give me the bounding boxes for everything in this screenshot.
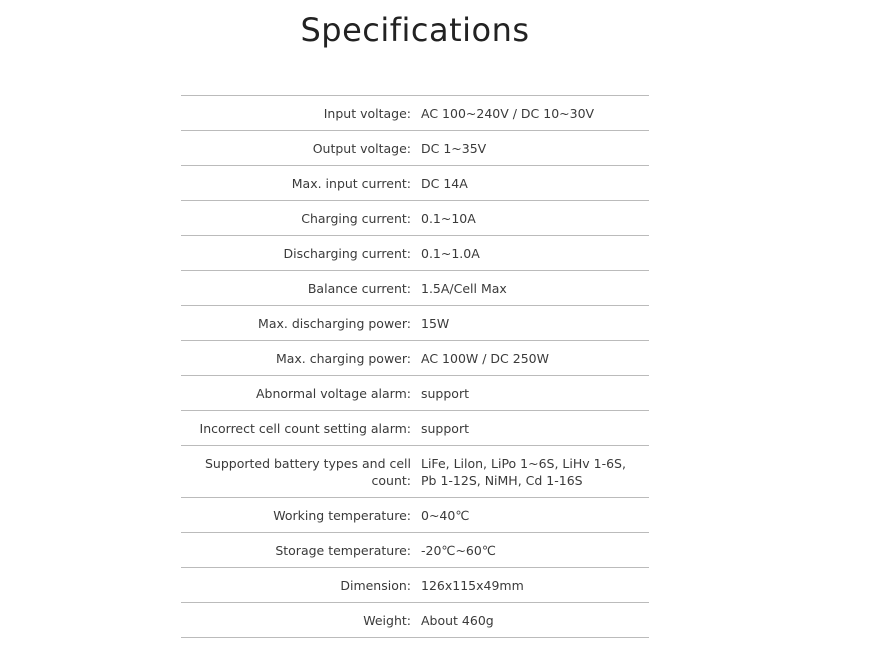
spec-label: Discharging current: — [181, 236, 421, 271]
spec-label: Balance current: — [181, 271, 421, 306]
spec-label: Max. charging power: — [181, 341, 421, 376]
spec-label: Working temperature: — [181, 498, 421, 533]
table-row — [181, 201, 649, 236]
spec-label: Max. discharging power: — [181, 306, 421, 341]
spec-value: -20℃~60℃ — [421, 533, 649, 568]
table-row — [181, 568, 649, 603]
spec-value: 1.5A/Cell Max — [421, 271, 649, 306]
spec-label: Dimension: — [181, 568, 421, 603]
spec-label: Storage temperature: — [181, 533, 421, 568]
spec-label: Supported battery types and cell count: — [181, 446, 421, 498]
spec-value: 0.1~10A — [421, 201, 649, 236]
spec-value: LiFe, Lilon, LiPo 1~6S, LiHv 1-6S, Pb 1-12S, NiMH, Cd 1-16S — [421, 446, 649, 498]
spec-value: About 460g — [421, 603, 649, 638]
table-row — [181, 498, 649, 533]
table-row — [181, 376, 649, 411]
table-row — [181, 411, 649, 446]
spec-value: support — [421, 376, 649, 411]
spec-label: Weight: — [181, 603, 421, 638]
page-title: Specifications — [300, 11, 530, 49]
spec-value: DC 14A — [421, 166, 649, 201]
spec-label: Input voltage: — [181, 96, 421, 131]
spec-label: Incorrect cell count setting alarm: — [181, 411, 421, 446]
spec-label: Charging current: — [181, 201, 421, 236]
spec-label: Output voltage: — [181, 131, 421, 166]
table-row — [181, 533, 649, 568]
spec-value: 15W — [421, 306, 649, 341]
spec-value: support — [421, 411, 649, 446]
table-row — [181, 96, 649, 131]
spec-label: Max. input current: — [181, 166, 421, 201]
table-row — [181, 306, 649, 341]
spec-value: 126x115x49mm — [421, 568, 649, 603]
table-row — [181, 271, 649, 306]
spec-label: Abnormal voltage alarm: — [181, 376, 421, 411]
spec-value: AC 100~240V / DC 10~30V — [421, 96, 649, 131]
table-row — [181, 341, 649, 376]
table-row — [181, 236, 649, 271]
spec-value: AC 100W / DC 250W — [421, 341, 649, 376]
spec-value: 0~40℃ — [421, 498, 649, 533]
spec-value: 0.1~1.0A — [421, 236, 649, 271]
table-row — [181, 131, 649, 166]
table-row — [181, 446, 649, 498]
table-row — [181, 166, 649, 201]
spec-value: DC 1~35V — [421, 131, 649, 166]
table-row — [181, 603, 649, 638]
specifications-table — [181, 95, 649, 638]
